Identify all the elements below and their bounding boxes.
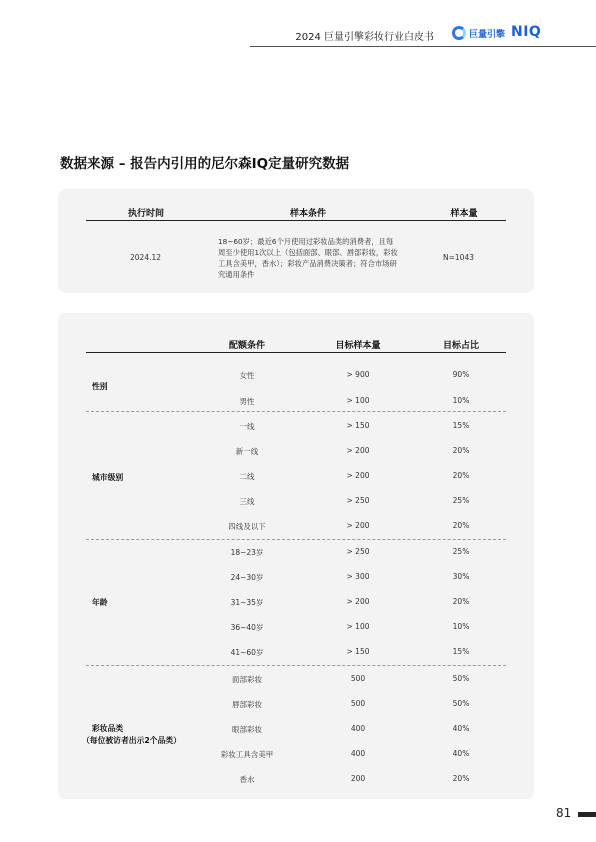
group-label-city-tier: 城市级别: [92, 473, 124, 482]
table-row-pct: 10%: [452, 396, 470, 405]
table1-time: 2024.12: [130, 253, 162, 262]
table-row-pct: 10%: [452, 622, 470, 631]
table-row-size: > 200: [346, 446, 370, 455]
table1-condition: 18~60岁；最近6个月使用过彩妆品类的消费者，且每周至少使用1次以上（包括面部、眼部、唇部彩妆，彩妆工具含美甲，香水）；彩妆产品消费决策者；符合市场研究通用条件: [218, 237, 398, 279]
oceanengine-logo-text: 巨量引擎: [469, 29, 506, 40]
table-row-size: 400: [350, 749, 366, 758]
table2-header-rule: [86, 352, 506, 353]
table-row-pct: 20%: [452, 446, 470, 455]
table-row-pct: 15%: [452, 421, 470, 430]
table-row-cond: 眼部彩妆: [232, 725, 262, 734]
table-row-size: > 300: [346, 572, 370, 581]
table-row-pct: 40%: [452, 724, 470, 733]
table-row-cond: 36~40岁: [230, 623, 264, 632]
page-header: [0, 0, 596, 46]
table1-size: N=1043: [443, 253, 474, 262]
table1-header-time: 执行时间: [127, 209, 164, 219]
group-label-age: 年龄: [92, 598, 108, 607]
table-row-pct: 25%: [452, 496, 470, 505]
table-row-size: > 100: [346, 396, 370, 405]
niq-logo: NIQ: [511, 24, 542, 40]
group-label-gender: 性别: [92, 382, 108, 391]
table2-header-condition: 配额条件: [228, 341, 265, 351]
table-row-cond: 四线及以下: [228, 522, 266, 531]
table-row-pct: 20%: [452, 774, 470, 783]
group-divider: [86, 665, 506, 666]
group-divider: [86, 411, 506, 412]
table-row-cond: 面部彩妆: [232, 675, 262, 684]
table2-header-size: 目标样本量: [335, 341, 381, 351]
table-row-size: > 900: [346, 370, 370, 379]
table-row-pct: 25%: [452, 547, 470, 556]
oceanengine-logo-icon: [452, 26, 466, 40]
table-row-cond: 女性: [239, 371, 255, 380]
table-row-size: 200: [350, 774, 366, 783]
table-row-pct: 15%: [452, 647, 470, 656]
group-divider: [86, 539, 506, 540]
table-row-size: > 200: [346, 597, 370, 606]
table-row-cond: 一线: [239, 422, 255, 431]
table-row-size: > 150: [346, 421, 370, 430]
table-row-pct: 90%: [452, 370, 470, 379]
table-row-cond: 18~23岁: [230, 548, 264, 557]
table-row-size: > 200: [346, 471, 370, 480]
table-row-pct: 40%: [452, 749, 470, 758]
table-row-cond: 香水: [239, 775, 255, 784]
page-title: 数据来源 – 报告内引用的尼尔森IQ定量研究数据: [60, 156, 350, 172]
table-row-cond: 24~30岁: [230, 573, 264, 582]
report-title: 2024 巨量引擎彩妆行业白皮书: [295, 32, 434, 43]
table-row-pct: 50%: [452, 674, 470, 683]
table-row-size: > 200: [346, 521, 370, 530]
group-label-category: 彩妆品类: [92, 724, 124, 733]
table-row-size: > 250: [346, 496, 370, 505]
table-row-size: > 150: [346, 647, 370, 656]
table2-header-pct: 目标占比: [442, 341, 479, 351]
table-row-size: 500: [350, 674, 366, 683]
table-row-cond: 二线: [239, 472, 255, 481]
page-number: 81: [556, 806, 572, 820]
table-row-pct: 30%: [452, 572, 470, 581]
table-row-cond: 三线: [239, 497, 255, 506]
table-row-pct: 20%: [452, 521, 470, 530]
header-divider: [250, 46, 596, 47]
group-label-category-note: （每位被访者出示2个品类）: [82, 736, 181, 745]
table-row-pct: 20%: [452, 471, 470, 480]
table-row-size: 400: [350, 724, 366, 733]
table-row-pct: 50%: [452, 699, 470, 708]
table-row-cond: 男性: [239, 397, 255, 406]
oceanengine-logo: [452, 26, 505, 40]
table-row-cond: 彩妆工具含美甲: [220, 750, 274, 759]
page-number-bar: [578, 812, 596, 817]
table-row-cond: 41~60岁: [230, 648, 264, 657]
table1-header-condition: 样本条件: [289, 209, 326, 219]
table1-header-rule: [86, 220, 506, 221]
table-row-pct: 20%: [452, 597, 470, 606]
table-row-size: 500: [350, 699, 366, 708]
table-row-cond: 新一线: [235, 447, 259, 456]
table1-header-size: 样本量: [450, 209, 478, 219]
table-row-size: > 250: [346, 547, 370, 556]
table-row-size: > 100: [346, 622, 370, 631]
table-row-cond: 唇部彩妆: [232, 700, 262, 709]
table-row-cond: 31~35岁: [230, 598, 264, 607]
